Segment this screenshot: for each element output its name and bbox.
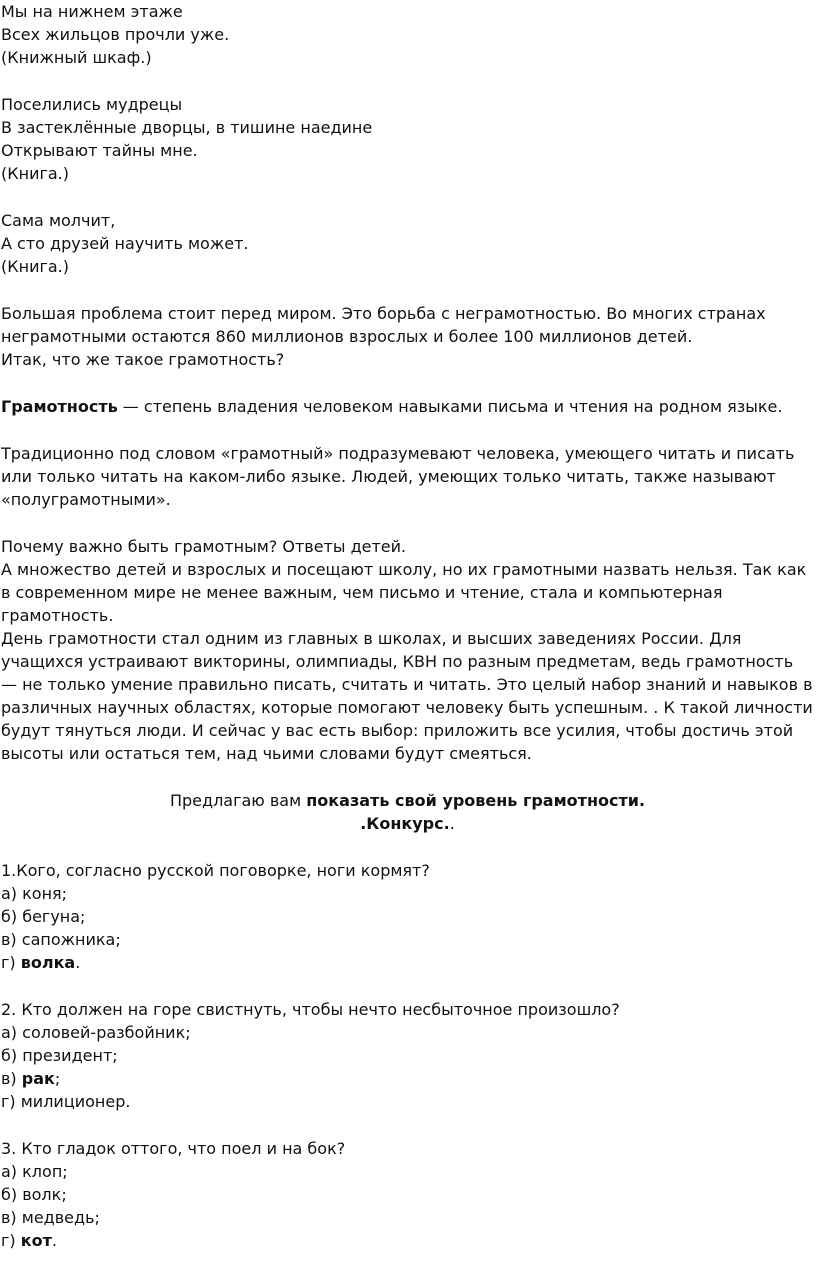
option-letter: а): [1, 1162, 23, 1181]
contest-title-suffix: .: [449, 814, 455, 833]
option-letter: в): [1, 1069, 22, 1088]
option-letter: г): [1, 953, 21, 972]
answer-option: [1, 1067, 814, 1090]
riddle-line: Поселились мудрецы: [1, 95, 183, 114]
many-paragraph: А множество детей и взрослых и посещают школу, но их грамотными назвать нельзя. Так как в современном мире не менее важным, чем письмо и чтение, стала и компьютерная грамотность.: [1, 560, 807, 625]
answer-option: [1, 1183, 814, 1206]
option-letter: б): [1, 907, 23, 926]
riddle-line: В застеклённые дворцы, в тишине наедине: [1, 118, 373, 137]
question-2: [1, 998, 814, 1113]
traditional-paragraph: Традиционно под словом «грамотный» подразумевают человека, умеющего читать и писать или только читать на каком-либо языке. Людей, умеющих только читать, также называют «полуграмотными».: [1, 444, 795, 509]
option-text: медведь;: [21, 1208, 100, 1227]
riddle-2: [1, 93, 814, 185]
option-text: соловей-разбойник;: [22, 1023, 191, 1042]
riddle-answer: (Книга.): [1, 257, 69, 276]
riddle-line: А сто друзей научить может.: [1, 234, 249, 253]
option-letter: б): [1, 1185, 23, 1204]
answer-option: [1, 1044, 814, 1067]
riddle-answer: (Книга.): [1, 164, 69, 183]
contest-invite: [1, 789, 814, 812]
riddle-line: Сама молчит,: [1, 211, 116, 230]
question-text: 2. Кто должен на горе свистнуть, чтобы нечто несбыточное произошло?: [1, 1000, 620, 1019]
option-bold: волка: [20, 953, 76, 972]
why-paragraph: Почему важно быть грамотным? Ответы детей.: [1, 537, 407, 556]
option-text: .: [51, 1231, 57, 1250]
contest-title: [1, 812, 814, 835]
answer-option: [1, 1206, 814, 1229]
option-letter: б): [1, 1046, 23, 1065]
option-letter: а): [1, 1023, 23, 1042]
invite-bold: показать свой уровень грамотности.: [306, 791, 646, 810]
riddle-line: Всех жильцов прочли уже.: [1, 25, 230, 44]
problem-paragraph: Большая проблема стоит перед миром. Это борьба с неграмотностью. Во многих странах неграмотными остаются 860 миллионов взрослых и более 100 миллионов детей.: [1, 304, 766, 346]
question-paragraph: Итак, что же такое грамотность?: [1, 350, 285, 369]
option-letter: г): [1, 1092, 21, 1111]
riddle-answer: (Книжный шкаф.): [1, 48, 152, 67]
riddle-1: [1, 0, 814, 69]
option-letter: в): [1, 930, 22, 949]
option-text: президент;: [22, 1046, 118, 1065]
option-text: ;: [54, 1069, 61, 1088]
option-letter: г): [1, 1231, 21, 1250]
question-1: [1, 859, 814, 974]
day-paragraph: День грамотности стал одним из главных в школах, и высших заведениях России. Для учащихся устраивают викторины, олимпиады, КВН по разным предметам, ведь грамотность — не только умение правильно писать, считать и читать. Это целый набор знаний и навыков в различных научных областях, которые помогают человеку быть успешным. . К такой личности будут тянуться люди. И сейчас у вас есть выбор: приложить все усилия, чтобы достичь этой высоты или остаться тем, над чьими словами будут смеяться.: [1, 629, 813, 763]
option-letter: а): [1, 884, 23, 903]
answer-option: [1, 1090, 814, 1113]
riddle-line: Открывают тайны мне.: [1, 141, 198, 160]
option-text: сапожника;: [21, 930, 121, 949]
riddle-3: [1, 209, 814, 278]
definition-text: — степень владения человеком навыками письма и чтения на родном языке.: [117, 397, 783, 416]
option-text: милиционер.: [20, 1092, 131, 1111]
answer-option: [1, 1229, 814, 1252]
definition-term: Грамотность: [1, 397, 118, 416]
answer-option: [1, 928, 814, 951]
answer-option: [1, 1021, 814, 1044]
option-text: клоп;: [22, 1162, 68, 1181]
question-text: 1.Кого, согласно русской поговорке, ноги кормят?: [1, 861, 430, 880]
option-text: коня;: [22, 884, 68, 903]
option-text: .: [75, 953, 81, 972]
definition-paragraph: [1, 395, 814, 418]
question-text: 3. Кто гладок оттого, что поел и на бок?: [1, 1139, 346, 1158]
answer-option: [1, 951, 814, 974]
option-text: волк;: [22, 1185, 67, 1204]
option-text: бегуна;: [22, 907, 86, 926]
invite-prefix: Предлагаю вам: [169, 791, 307, 810]
question-3: [1, 1137, 814, 1252]
answer-option: [1, 882, 814, 905]
option-letter: в): [1, 1208, 22, 1227]
contest-title-bold: .Конкурс.: [360, 814, 450, 833]
answer-option: [1, 1160, 814, 1183]
answer-option: [1, 905, 814, 928]
option-bold: рак: [21, 1069, 55, 1088]
option-bold: кот: [20, 1231, 52, 1250]
riddle-line: Мы на нижнем этаже: [1, 2, 183, 21]
